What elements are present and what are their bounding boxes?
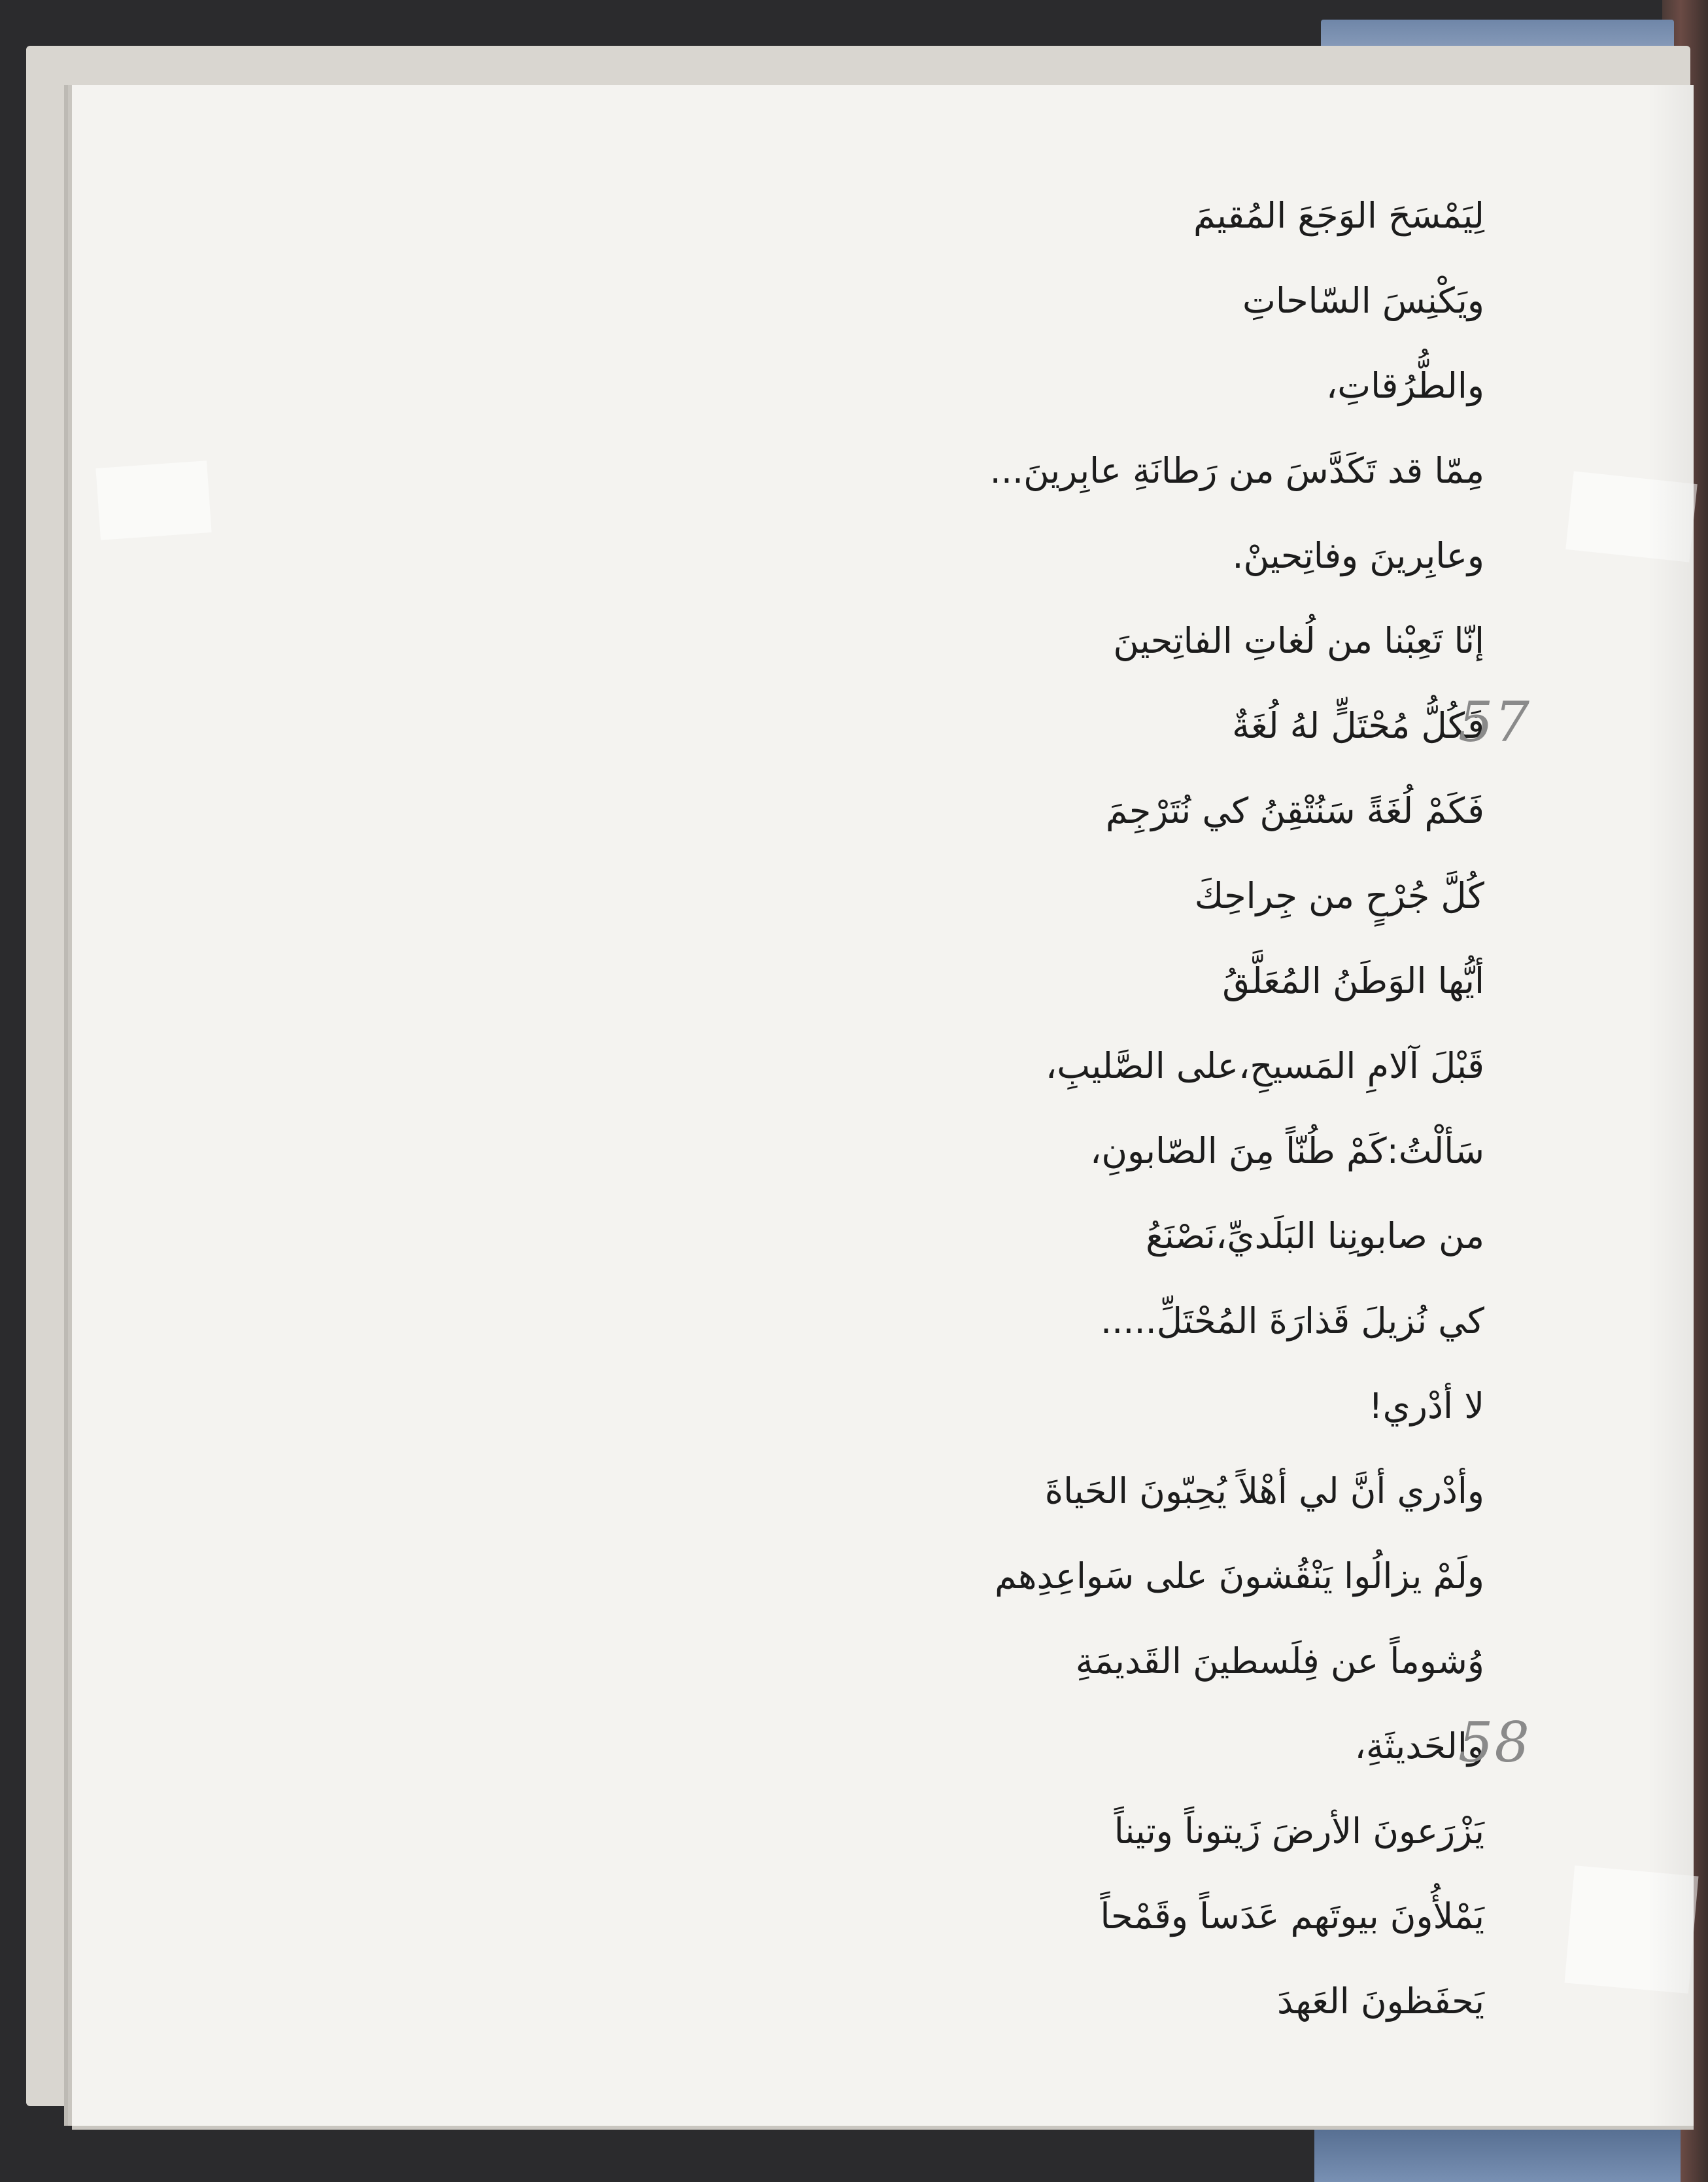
poem-line: وُشوماً عن فِلَسطينَ القَديمَةِ (1075, 1640, 1484, 1682)
poem-line: ولَمْ يزالُوا يَنْقُشونَ على سَواعِدِهم (995, 1555, 1484, 1597)
poem-line: يَمْلأُونَ بيوتَهم عَدَساً وقَمْحاً (1100, 1896, 1484, 1937)
poem-line: أيُّها الوَطَنُ المُعَلَّقُ (1222, 960, 1484, 1001)
poem-line: كي نُزيلَ قَذارَةَ المُحْتَلِّ..... (1100, 1300, 1484, 1342)
poem-line: يَحفَظونَ العَهدَ (1277, 1981, 1484, 2022)
poem-line: والطُّرُقاتِ، (1325, 365, 1484, 406)
poem-line: كُلَّ جُرْحٍ من جِراحِكَ (1194, 875, 1484, 916)
poem-line: لِيَمْسَحَ الوَجَعَ المُقيمَ (1193, 195, 1484, 236)
poem-line: من صابونِنا البَلَديِّ،نَصْنَعُ (1146, 1215, 1484, 1256)
poem-line: وأدْري أنَّ لي أهْلاً يُحِبّونَ الحَياةَ (1044, 1470, 1484, 1512)
poem-line: سَألْتُ:كَمْ طُنّاً مِنَ الصّابونِ، (1089, 1130, 1484, 1171)
poem-line: والحَديثَةِ، (1354, 1725, 1484, 1767)
poem-line: إنّا تَعِبْنا من لُغاتِ الفاتِحينَ (1113, 620, 1484, 661)
poem-line: مِمّا قد تَكَدَّسَ من رَطانَةِ عابِرينَ... (989, 450, 1484, 491)
margin-note-lower: 58 (1458, 1710, 1531, 1775)
page-stack (26, 46, 1690, 2106)
margin-note-upper: 57 (1458, 690, 1531, 754)
poem-text (72, 85, 1694, 2126)
poem-line: لا أدْري! (1368, 1385, 1484, 1427)
poem-line: فَكَمْ لُغَةً سَنُتْقِنُ كي نُتَرْجِمَ (1105, 790, 1484, 831)
poem-line: وعابِرينَ وفاتِحينْ. (1232, 535, 1484, 576)
poem-line: يَزْرَعونَ الأرضَ زَيتوناً وتيناً (1114, 1810, 1484, 1852)
poem-line: قَبْلَ آلامِ المَسيحِ،على الصَّليبِ، (1045, 1045, 1484, 1086)
book-page (72, 85, 1694, 2126)
poem-line: فَكُلُّ مُحْتَلٍّ لهُ لُغَةٌ (1232, 705, 1484, 746)
poem-line: ويَكْنِسَ السّاحاتِ (1242, 280, 1484, 321)
